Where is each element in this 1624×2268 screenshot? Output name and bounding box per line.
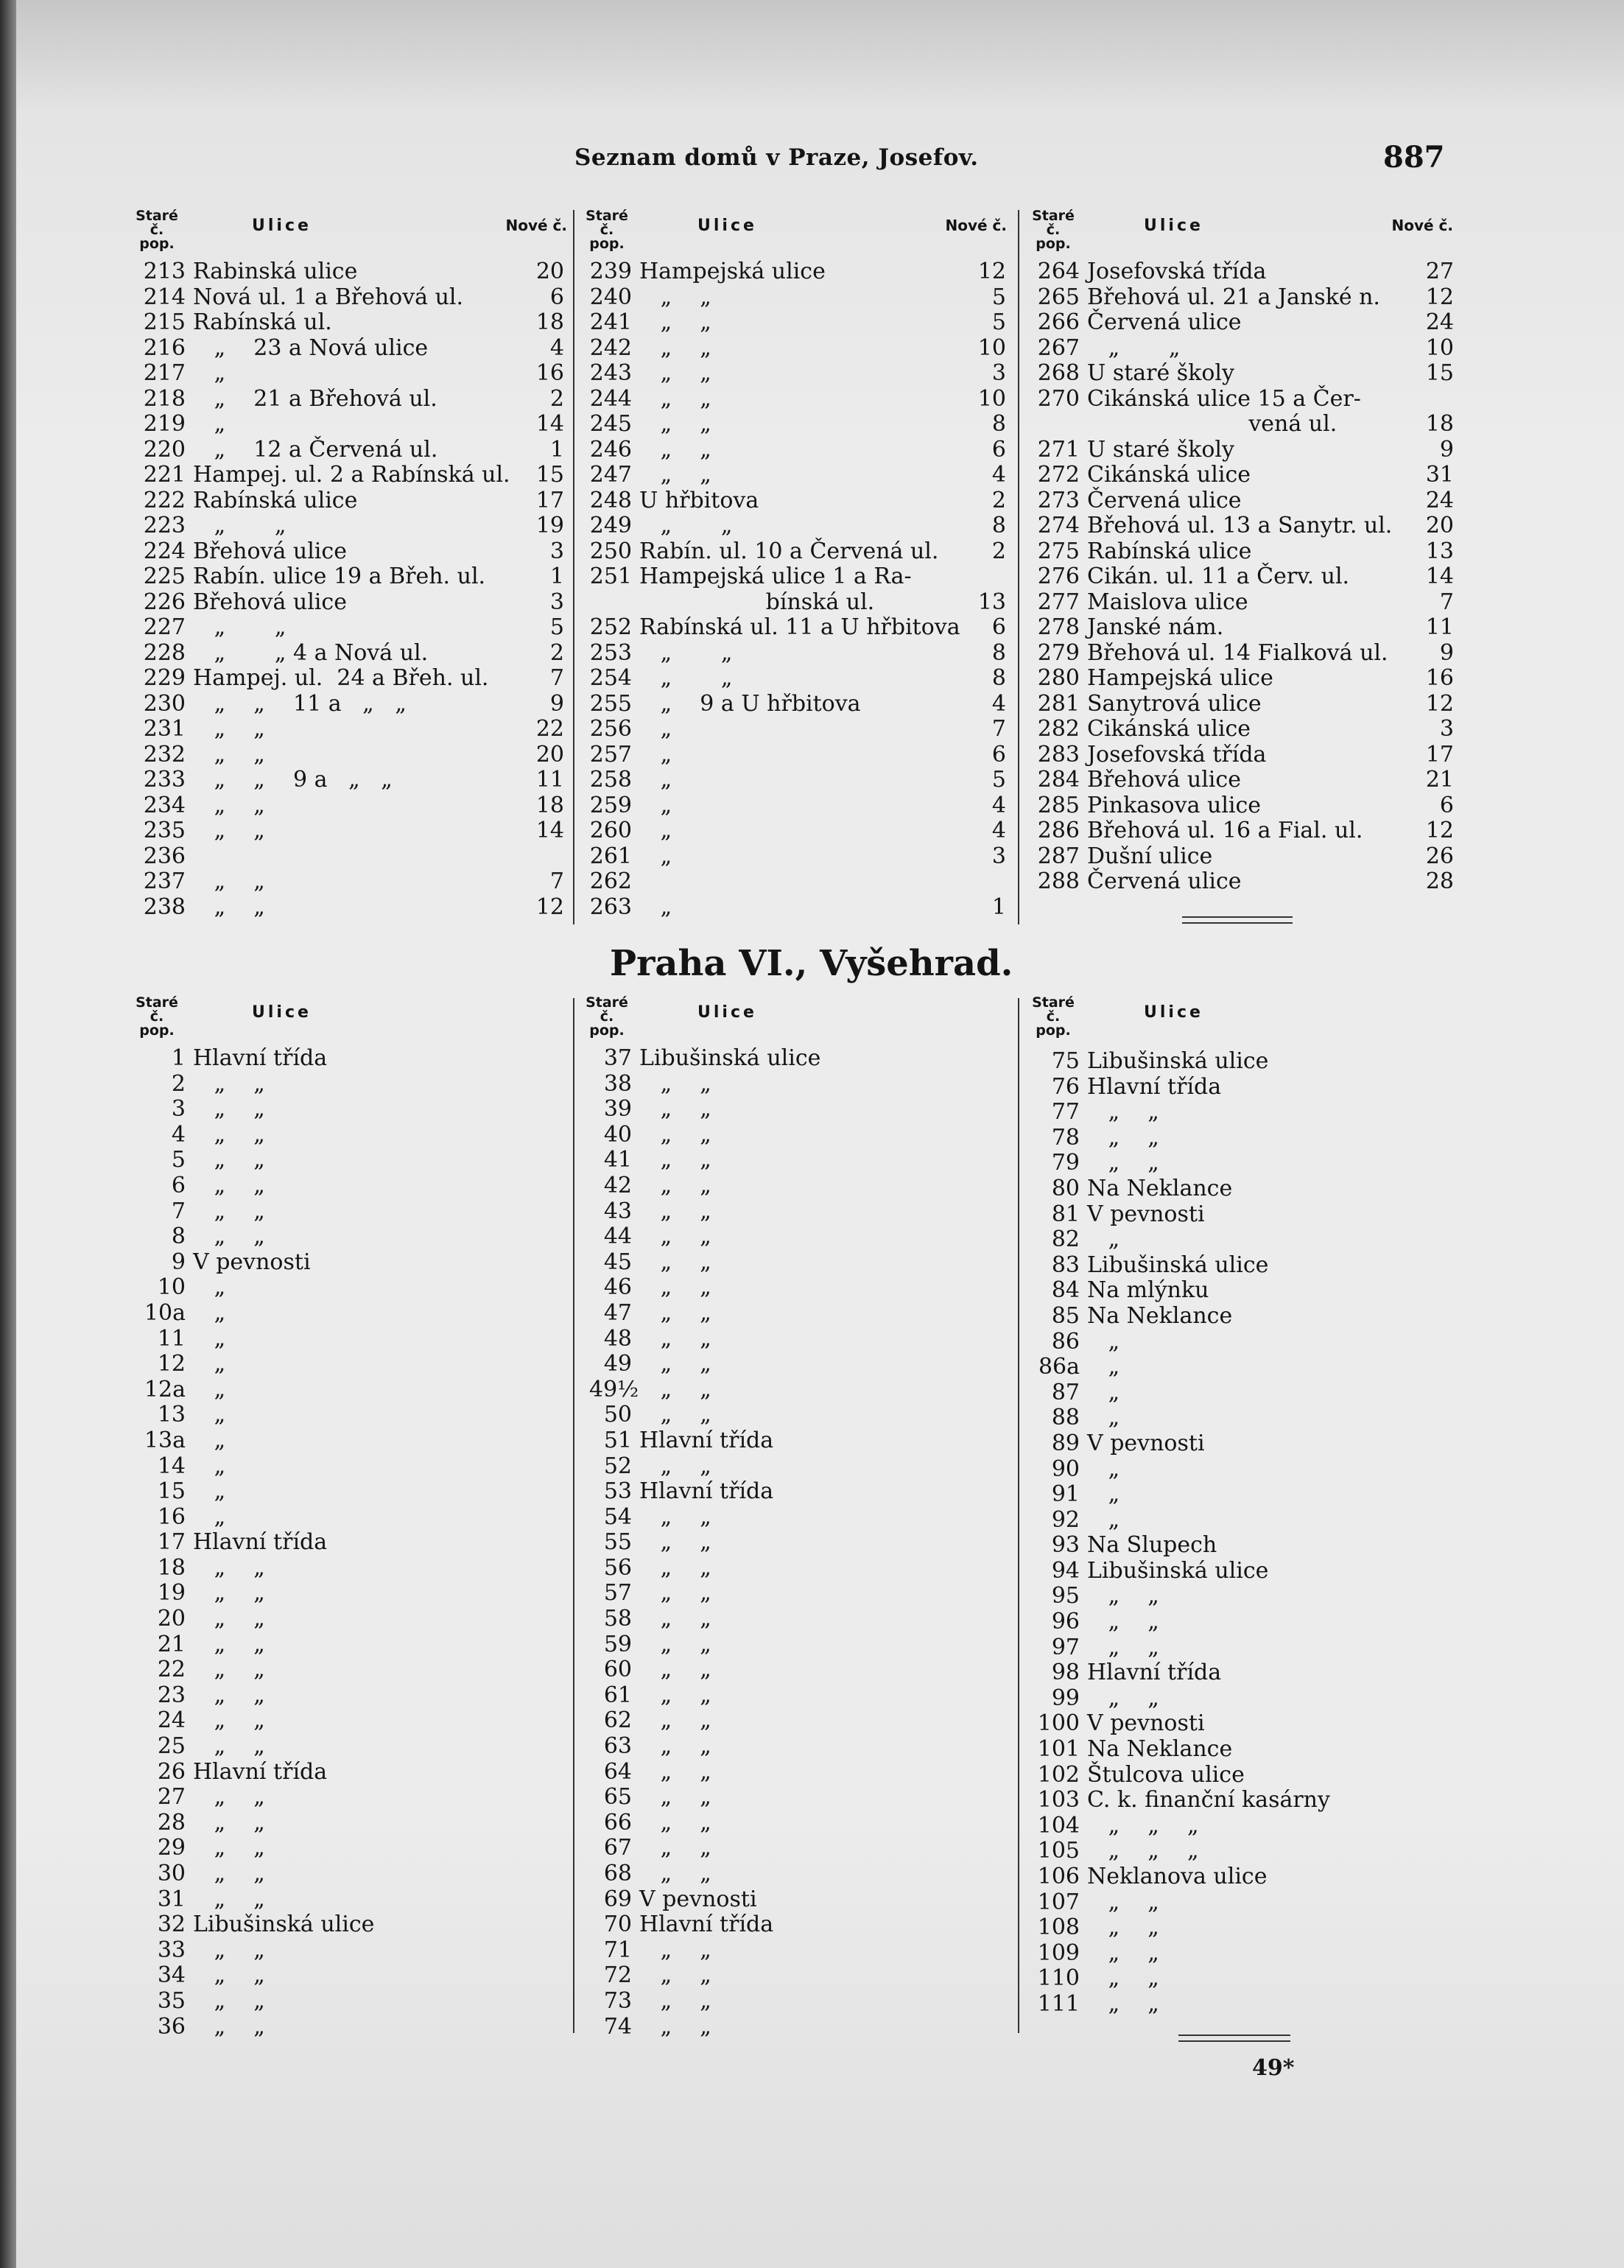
table-row: 82 „ [1051, 1226, 1120, 1253]
table-row: 278 Janské nám. 11 [1037, 614, 1454, 640]
table-row: 285 Pinkasova ulice 6 [1037, 792, 1454, 818]
table-row: 243 „ „ 3 [589, 360, 1006, 386]
table-row: 223 „ „ 19 [143, 513, 564, 538]
table-row: 226 Břehová ulice 3 [143, 589, 564, 615]
table-row: 80 Na Neklance [1051, 1175, 1233, 1201]
old-number-header: Staré č. pop. [1032, 208, 1075, 252]
table-row: 73 „ „ [603, 1987, 711, 2014]
old-number-header: Staré č. pop. [1032, 994, 1075, 1039]
table-row: 216 „ 23 a Nová ulice 4 [143, 334, 564, 361]
table-row: 94 Libušinská ulice [1051, 1557, 1269, 1584]
table-row: 1 Hlavní třída [171, 1045, 328, 1071]
table-row: 288 Červená ulice 28 [1037, 868, 1454, 894]
table-row: 27 „ „ [157, 1784, 265, 1811]
section-end-rule [1182, 922, 1293, 924]
table-row: 220 „ 12 a Červená ul. 1 [143, 436, 564, 463]
table-row: 255 „ 9 a U hřbitova 4 [589, 690, 1006, 717]
table-row: 217 „ 16 [143, 360, 564, 386]
table-row: 111 „ „ [1037, 1990, 1159, 2017]
table-row: 235 „ „ 14 [143, 818, 564, 843]
street-header: Ulice [252, 217, 312, 235]
bottom-table-2 [589, 1046, 1002, 2040]
table-row: 98 Hlavní třída [1051, 1660, 1222, 1686]
table-row: 56 „ „ [603, 1554, 711, 1581]
table-row: 105 „ „ „ [1037, 1838, 1199, 1864]
table-row: 7 „ „ [171, 1198, 265, 1224]
table-row: 233 „ „ 9 a „ „ 11 [143, 767, 564, 793]
printer-signature: 49* [1252, 2055, 1295, 2081]
table-row: 266 Červená ulice 24 [1037, 309, 1454, 335]
table-row: 91 „ [1051, 1481, 1120, 1508]
column-rule [1018, 210, 1019, 924]
table-row: 92 „ [1051, 1506, 1120, 1533]
top-table-3 [1037, 259, 1454, 895]
table-row: 238 „ „ 12 [143, 893, 564, 920]
table-row: 107 „ „ [1037, 1889, 1159, 1915]
table-row: 15 „ [157, 1478, 226, 1505]
table-row: 43 „ „ [603, 1198, 711, 1224]
page-number: 887 [1383, 140, 1445, 175]
table-row: 11 „ [157, 1325, 226, 1352]
table-row: 108 „ „ [1037, 1914, 1159, 1941]
section-title: Praha VI., Vyšehrad. [610, 943, 1013, 984]
table-row: 268 U staré školy 15 [1037, 360, 1454, 386]
table-row: 229 Hampej. ul. 24 a Břeh. ul. 7 [143, 665, 564, 691]
table-row: 257 „ 6 [589, 741, 1006, 768]
table-row: 86 „ [1051, 1328, 1120, 1355]
table-row: 96 „ „ [1051, 1609, 1159, 1635]
table-row: 21 „ „ [157, 1631, 265, 1657]
table-row: 20 „ „ [157, 1606, 265, 1632]
table-row: 78 „ „ [1051, 1124, 1159, 1151]
new-number-header: Nové č. [505, 217, 567, 234]
table-row: 68 „ „ [603, 1861, 711, 1886]
table-row: 215 Rabínská ul. 18 [143, 309, 564, 335]
table-row: 234 „ „ 18 [143, 792, 564, 818]
table-row: 40 „ „ [603, 1121, 711, 1148]
table-row: 49 „ „ [603, 1351, 711, 1377]
table-row: 281 Sanytrová ulice 12 [1037, 690, 1454, 717]
table-row: 262 [589, 868, 632, 894]
table-row: 244 „ „ 10 [589, 385, 1006, 412]
table-row: 71 „ „ [603, 1937, 711, 1963]
table-row: 100 V pevnosti [1037, 1710, 1205, 1737]
table-row: 95 „ „ [1051, 1583, 1159, 1609]
table-row: 249 „ „ 8 [589, 513, 1006, 538]
table-row: 31 „ „ [157, 1886, 265, 1912]
table-row: 84 Na mlýnku [1051, 1277, 1209, 1304]
table-row: 230 „ „ 11 a „ „ 9 [143, 690, 564, 717]
table-row: 99 „ „ [1051, 1685, 1159, 1711]
table-row: 264 Josefovská třída 27 [1037, 259, 1454, 284]
table-row: 22 „ „ [157, 1657, 265, 1683]
table-row: 10 „ [157, 1274, 226, 1301]
table-row: 52 „ „ [603, 1453, 711, 1479]
table-row: 28 „ „ [157, 1809, 265, 1836]
table-row: 222 Rabínská ulice 17 [143, 487, 564, 513]
table-row: 250 Rabín. ul. 10 a Červená ul. 2 [589, 538, 1006, 564]
table-row: 97 „ „ [1051, 1634, 1159, 1660]
table-row: 24 „ „ [157, 1707, 265, 1734]
table-row: 81 V pevnosti [1051, 1201, 1205, 1227]
section-end-rule [1178, 2034, 1290, 2036]
table-row: 102 Štulcova ulice [1037, 1761, 1245, 1788]
table-row: 259 „ 4 [589, 792, 1006, 818]
table-row: 35 „ „ [157, 1987, 265, 2014]
table-row: 227 „ „ 5 [143, 614, 564, 640]
table-row: 254 „ „ 8 [589, 665, 1006, 691]
table-row: 64 „ „ [603, 1758, 711, 1785]
table-row: 272 Cikánská ulice 31 [1037, 462, 1454, 488]
table-row: 8 „ „ [171, 1223, 265, 1250]
table-row: 236 [143, 843, 186, 869]
table-row: 9 V pevnosti [171, 1249, 311, 1275]
table-row: 65 „ „ [603, 1784, 711, 1811]
table-row: 83 Libušinská ulice [1051, 1251, 1269, 1278]
running-header: Seznam domů v Praze, Josefov. [574, 144, 979, 171]
table-row: 276 Cikán. ul. 11 a Červ. ul. 14 [1037, 564, 1454, 589]
table-row: 267 „ „ 10 [1037, 334, 1454, 361]
table-row: 23 „ „ [157, 1682, 265, 1708]
table-row: 16 „ [157, 1503, 226, 1530]
table-row: 87 „ [1051, 1379, 1120, 1405]
table-row: 90 „ [1051, 1456, 1120, 1482]
table-row: 282 Cikánská ulice 3 [1037, 716, 1454, 742]
new-number-header: Nové č. [1391, 217, 1453, 234]
table-row: 253 „ „ 8 [589, 639, 1006, 666]
table-row: 265 Břehová ul. 21 a Janské n. 12 [1037, 284, 1454, 310]
table-row: 46 „ „ [603, 1274, 711, 1301]
table-row: 245 „ „ 8 [589, 411, 1006, 437]
table-row: 39 „ „ [603, 1096, 711, 1123]
table-row: 54 „ „ [603, 1503, 711, 1530]
table-row: 57 „ „ [603, 1580, 711, 1607]
table-row: 251 Hampejská ulice 1 a Ra- [589, 564, 912, 589]
table-row: 284 Břehová ulice 21 [1037, 767, 1454, 793]
street-header: Ulice [697, 1003, 757, 1022]
table-row: 280 Hampejská ulice 16 [1037, 665, 1454, 691]
table-row: 14 „ [157, 1453, 226, 1479]
table-row: 34 „ „ [157, 1962, 265, 1989]
table-row: 25 „ „ [157, 1733, 265, 1760]
table-row: 44 „ „ [603, 1223, 711, 1250]
table-row: 63 „ „ [603, 1733, 711, 1760]
table-row: 273 Červená ulice 24 [1037, 487, 1454, 513]
bottom-table-1 [143, 1046, 555, 2040]
table-row: 77 „ „ [1051, 1099, 1159, 1126]
table-row: 88 „ [1051, 1405, 1120, 1431]
column-rule [1018, 998, 1019, 2033]
table-row: 32 Libušinská ulice [157, 1911, 375, 1938]
table-row: 59 „ „ [603, 1631, 711, 1657]
street-header: Ulice [697, 217, 757, 235]
table-row: 247 „ „ 4 [589, 462, 1006, 488]
table-row: 101 Na Neklance [1037, 1736, 1233, 1763]
table-row: 53 Hlavní třída [603, 1478, 774, 1505]
table-row: 58 „ „ [603, 1606, 711, 1632]
table-row: 256 „ 7 [589, 716, 1006, 742]
table-row: 277 Maislova ulice 7 [1037, 589, 1454, 615]
street-header: Ulice [252, 1003, 312, 1022]
table-row: 89 V pevnosti [1051, 1430, 1205, 1456]
table-row: 258 „ 5 [589, 767, 1006, 793]
table-row: 225 Rabín. ulice 19 a Břeh. ul. 1 [143, 564, 564, 589]
table-row: 241 „ „ 5 [589, 309, 1006, 335]
table-row: 47 „ „ [603, 1299, 711, 1326]
table-row: 76 Hlavní třída [1051, 1073, 1222, 1100]
table-row: 12 „ [157, 1351, 226, 1377]
table-row: 5 „ „ [171, 1147, 265, 1173]
table-row: 67 „ „ [603, 1835, 711, 1861]
table-row: 214 Nová ul. 1 a Břehová ul. 6 [143, 284, 564, 310]
bottom-table-3 [1037, 1049, 1449, 2018]
table-row: 286 Břehová ul. 16 a Fial. ul. 12 [1037, 818, 1454, 843]
table-row: 219 „ 14 [143, 411, 564, 437]
table-row: 93 Na Slupech [1051, 1532, 1217, 1559]
table-row: 232 „ „ 20 [143, 741, 564, 768]
table-row: 221 Hampej. ul. 2 a Rabínská ul. 15 [143, 462, 564, 488]
table-row: 33 „ „ [157, 1937, 265, 1963]
table-row: 213 Rabinská ulice 20 [143, 259, 564, 284]
table-row: 61 „ „ [603, 1682, 711, 1708]
table-row: 19 „ „ [157, 1580, 265, 1607]
top-table-1 [143, 259, 564, 920]
column-rule [573, 998, 574, 2033]
old-number-header: Staré č. pop. [586, 208, 628, 252]
table-row: 30 „ „ [157, 1861, 265, 1886]
table-row: 228 „ „ 4 a Nová ul. 2 [143, 639, 564, 666]
column-rule [573, 210, 574, 924]
table-row: 246 „ „ 6 [589, 436, 1006, 463]
table-row: vená ul. 18 [1087, 411, 1454, 437]
table-row: 26 Hlavní třída [157, 1758, 328, 1785]
old-number-header: Staré č. pop. [136, 994, 178, 1039]
table-row: 218 „ 21 a Břehová ul. 2 [143, 385, 564, 412]
old-number-header: Staré č. pop. [136, 208, 178, 252]
section-end-rule [1182, 916, 1293, 918]
table-row: 51 Hlavní třída [603, 1427, 774, 1453]
table-row: 270 Cikánská ulice 15 a Čer- [1037, 385, 1361, 412]
table-row: 252 Rabínská ul. 11 a U hřbitova 6 [589, 614, 1006, 640]
table-row: 279 Břehová ul. 14 Fialková ul. 9 [1037, 639, 1454, 666]
table-row: 3 „ „ [171, 1096, 265, 1123]
table-row: 37 Libušinská ulice [603, 1045, 821, 1071]
table-row: 62 „ „ [603, 1707, 711, 1734]
table-row: 231 „ „ 22 [143, 716, 564, 742]
table-row: 49½ „ „ [589, 1376, 711, 1402]
street-header: Ulice [1144, 1003, 1203, 1022]
table-row: 86a „ [1038, 1354, 1120, 1380]
table-row: 48 „ „ [603, 1325, 711, 1352]
table-row: 2 „ „ [171, 1070, 265, 1097]
table-row: 17 Hlavní třída [157, 1529, 328, 1556]
table-row: 36 „ „ [157, 2013, 265, 2040]
book-binding [0, 0, 16, 2268]
table-row: 104 „ „ „ [1037, 1812, 1199, 1839]
table-row: 18 „ „ [157, 1554, 265, 1581]
table-row: 85 Na Neklance [1051, 1302, 1233, 1329]
table-row: 237 „ „ 7 [143, 868, 564, 894]
table-row: 275 Rabínská ulice 13 [1037, 538, 1454, 564]
table-row: 4 „ „ [171, 1121, 265, 1148]
table-row: 38 „ „ [603, 1070, 711, 1097]
table-row: 13 „ [157, 1402, 226, 1428]
table-row: 106 Neklanova ulice [1037, 1864, 1268, 1889]
table-row: 6 „ „ [171, 1172, 265, 1198]
table-row: 103 C. k. finanční kasárny [1037, 1787, 1330, 1814]
table-row: 240 „ „ 5 [589, 284, 1006, 310]
table-row: 224 Břehová ulice 3 [143, 538, 564, 564]
table-row: 12a „ [144, 1376, 226, 1402]
table-row: 271 U staré školy 9 [1037, 436, 1454, 463]
table-row: 248 U hřbitova 2 [589, 487, 1006, 513]
table-row: 13a „ [144, 1427, 226, 1453]
table-row: 260 „ 4 [589, 818, 1006, 843]
table-row: 29 „ „ [157, 1835, 265, 1861]
top-table-2 [589, 259, 1006, 920]
table-row: 42 „ „ [603, 1172, 711, 1198]
table-row: bínská ul. 13 [639, 589, 1006, 615]
table-row: 274 Břehová ul. 13 a Sanytr. ul. 20 [1037, 513, 1454, 538]
street-header: Ulice [1144, 217, 1203, 235]
table-row: 79 „ „ [1051, 1150, 1159, 1176]
table-row: 283 Josefovská třída 17 [1037, 741, 1454, 768]
table-row: 41 „ „ [603, 1147, 711, 1173]
table-row: 50 „ „ [603, 1402, 711, 1428]
table-row: 239 Hampejská ulice 12 [589, 259, 1006, 284]
old-number-header: Staré č. pop. [586, 994, 628, 1039]
table-row: 74 „ „ [603, 2013, 711, 2040]
table-row: 75 Libušinská ulice [1051, 1048, 1269, 1074]
table-row: 109 „ „ [1037, 1939, 1159, 1966]
table-row: 261 „ 3 [589, 843, 1006, 869]
section-end-rule [1178, 2040, 1290, 2042]
table-row: 263 „ 1 [589, 893, 1006, 920]
table-row: 55 „ „ [603, 1529, 711, 1556]
new-number-header: Nové č. [945, 217, 1007, 234]
table-row: 66 „ „ [603, 1809, 711, 1836]
table-row: 60 „ „ [603, 1657, 711, 1683]
table-row: 242 „ „ 10 [589, 334, 1006, 361]
table-row: 45 „ „ [603, 1249, 711, 1275]
table-row: 110 „ „ [1037, 1965, 1159, 1992]
table-row: 70 Hlavní třída [603, 1911, 774, 1938]
table-row: 10a „ [144, 1299, 226, 1326]
table-row: 287 Dušní ulice 26 [1037, 843, 1454, 869]
table-row: 72 „ „ [603, 1962, 711, 1989]
table-row: 69 V pevnosti [603, 1886, 757, 1912]
